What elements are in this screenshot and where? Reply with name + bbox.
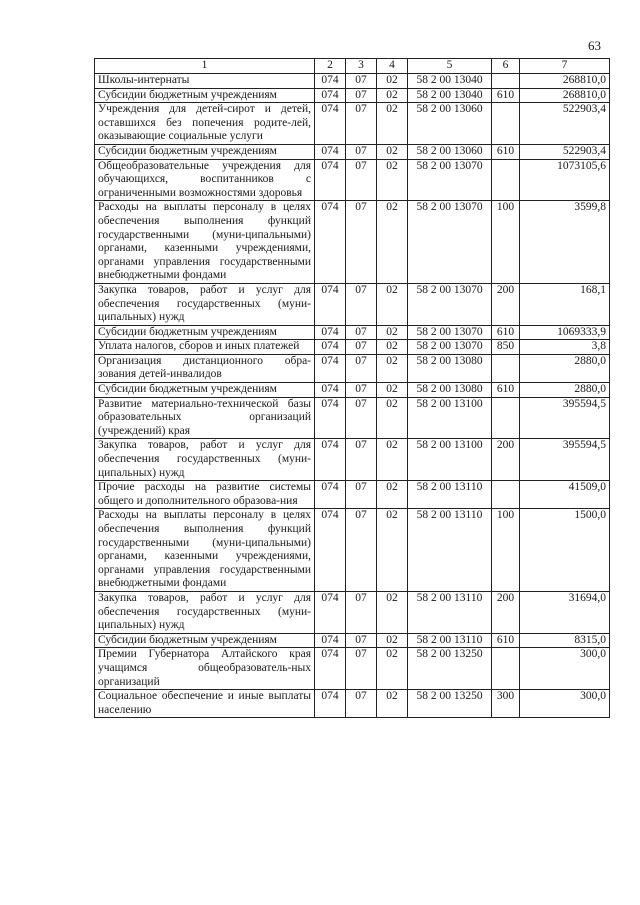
cell-ministry: 074	[315, 354, 346, 382]
cell-target-article: 58 2 00 13070	[408, 283, 492, 325]
cell-sum: 2880,0	[520, 383, 610, 398]
table-row	[95, 325, 610, 340]
cell-ministry: 074	[315, 74, 346, 89]
cell-sum: 1069333,9	[520, 325, 610, 340]
cell-target-article: 58 2 00 13250	[408, 648, 492, 690]
cell-ministry: 074	[315, 88, 346, 103]
cell-target-article: 58 2 00 13110	[408, 633, 492, 648]
header-col-ministry: 2	[315, 59, 346, 74]
cell-subsection: 02	[377, 633, 408, 648]
cell-name: Прочие расходы на развитие системы общего и дополнительного образова-ния	[95, 481, 315, 509]
cell-name: Школы-интернаты	[95, 74, 315, 89]
header-row	[95, 59, 610, 74]
cell-target-article: 58 2 00 13070	[408, 325, 492, 340]
header-col-section: 3	[346, 59, 377, 74]
cell-expense-type: 100	[492, 201, 520, 284]
cell-target-article: 58 2 00 13060	[408, 103, 492, 145]
cell-section: 07	[346, 103, 377, 145]
cell-subsection: 02	[377, 397, 408, 439]
cell-section: 07	[346, 481, 377, 509]
cell-sum: 268810,0	[520, 74, 610, 89]
cell-section: 07	[346, 439, 377, 481]
cell-ministry: 074	[315, 283, 346, 325]
cell-sum: 300,0	[520, 690, 610, 718]
cell-ministry: 074	[315, 201, 346, 284]
cell-name: Премии Губернатора Алтайского края учащимся общеобразователь-ных организаций	[95, 648, 315, 690]
cell-sum: 395594,5	[520, 397, 610, 439]
cell-section: 07	[346, 591, 377, 633]
cell-subsection: 02	[377, 509, 408, 592]
cell-section: 07	[346, 325, 377, 340]
cell-expense-type: 610	[492, 144, 520, 159]
cell-section: 07	[346, 690, 377, 718]
cell-sum: 41509,0	[520, 481, 610, 509]
cell-ministry: 074	[315, 159, 346, 201]
cell-section: 07	[346, 88, 377, 103]
cell-section: 07	[346, 340, 377, 355]
table-row	[95, 481, 610, 509]
cell-subsection: 02	[377, 325, 408, 340]
cell-expense-type	[492, 354, 520, 382]
cell-subsection: 02	[377, 648, 408, 690]
table-row	[95, 439, 610, 481]
cell-ministry: 074	[315, 648, 346, 690]
cell-expense-type	[492, 74, 520, 89]
cell-ministry: 074	[315, 690, 346, 718]
cell-name: Субсидии бюджетным учреждениям	[95, 144, 315, 159]
cell-target-article: 58 2 00 13110	[408, 481, 492, 509]
cell-ministry: 074	[315, 439, 346, 481]
cell-section: 07	[346, 397, 377, 439]
cell-name: Социальное обеспечение и иные выплаты населению	[95, 690, 315, 718]
cell-ministry: 074	[315, 633, 346, 648]
cell-target-article: 58 2 00 13060	[408, 144, 492, 159]
cell-target-article: 58 2 00 13070	[408, 159, 492, 201]
cell-ministry: 074	[315, 325, 346, 340]
cell-name: Субсидии бюджетным учреждениям	[95, 325, 315, 340]
cell-target-article: 58 2 00 13080	[408, 383, 492, 398]
cell-name: Организация дистанционного обра-зования детей-инвалидов	[95, 354, 315, 382]
cell-target-article: 58 2 00 13080	[408, 354, 492, 382]
cell-sum: 395594,5	[520, 439, 610, 481]
cell-target-article: 58 2 00 13070	[408, 340, 492, 355]
cell-target-article: 58 2 00 13040	[408, 74, 492, 89]
table-row	[95, 633, 610, 648]
cell-ministry: 074	[315, 397, 346, 439]
table-row	[95, 648, 610, 690]
cell-section: 07	[346, 383, 377, 398]
cell-subsection: 02	[377, 354, 408, 382]
cell-section: 07	[346, 74, 377, 89]
table-row	[95, 201, 610, 284]
cell-name: Субсидии бюджетным учреждениям	[95, 383, 315, 398]
cell-expense-type: 200	[492, 439, 520, 481]
cell-target-article: 58 2 00 13110	[408, 591, 492, 633]
cell-expense-type: 850	[492, 340, 520, 355]
cell-expense-type	[492, 159, 520, 201]
cell-name: Закупка товаров, работ и услуг для обеспечения государственных (муни-ципальных) нужд	[95, 283, 315, 325]
cell-subsection: 02	[377, 74, 408, 89]
cell-target-article: 58 2 00 13100	[408, 397, 492, 439]
cell-expense-type	[492, 397, 520, 439]
cell-sum: 3,8	[520, 340, 610, 355]
cell-sum: 31694,0	[520, 591, 610, 633]
cell-target-article: 58 2 00 13110	[408, 509, 492, 592]
cell-subsection: 02	[377, 383, 408, 398]
cell-sum: 1500,0	[520, 509, 610, 592]
cell-ministry: 074	[315, 481, 346, 509]
table-row	[95, 283, 610, 325]
table-row	[95, 159, 610, 201]
cell-target-article: 58 2 00 13100	[408, 439, 492, 481]
cell-sum: 300,0	[520, 648, 610, 690]
table-row	[95, 354, 610, 382]
cell-subsection: 02	[377, 439, 408, 481]
cell-expense-type: 200	[492, 283, 520, 325]
page-number: 63	[588, 38, 601, 53]
cell-section: 07	[346, 354, 377, 382]
cell-name: Субсидии бюджетным учреждениям	[95, 88, 315, 103]
cell-subsection: 02	[377, 283, 408, 325]
cell-expense-type: 610	[492, 633, 520, 648]
table-row	[95, 383, 610, 398]
cell-name: Закупка товаров, работ и услуг для обеспечения государственных (муни-ципальных) нужд	[95, 591, 315, 633]
cell-subsection: 02	[377, 201, 408, 284]
cell-subsection: 02	[377, 481, 408, 509]
cell-name: Субсидии бюджетным учреждениям	[95, 633, 315, 648]
cell-name: Закупка товаров, работ и услуг для обеспечения государственных (муни-ципальных) нужд	[95, 439, 315, 481]
cell-sum: 522903,4	[520, 144, 610, 159]
header-col-expense-type: 6	[492, 59, 520, 74]
cell-sum: 168,1	[520, 283, 610, 325]
cell-sum: 522903,4	[520, 103, 610, 145]
cell-expense-type	[492, 103, 520, 145]
cell-expense-type: 610	[492, 88, 520, 103]
cell-ministry: 074	[315, 340, 346, 355]
cell-target-article: 58 2 00 13070	[408, 201, 492, 284]
cell-name: Общеобразовательные учреждения для обучающихся, воспитанников с ограниченными возможностями здоровья	[95, 159, 315, 201]
cell-section: 07	[346, 144, 377, 159]
cell-expense-type: 100	[492, 509, 520, 592]
header-col-sum: 7	[520, 59, 610, 74]
cell-section: 07	[346, 201, 377, 284]
cell-expense-type: 300	[492, 690, 520, 718]
cell-subsection: 02	[377, 88, 408, 103]
cell-subsection: 02	[377, 144, 408, 159]
cell-name: Расходы на выплаты персоналу в целях обеспечения выполнения функций государственными (муни-ципальными) органами, казенными учреждениями, органами управления государственными внебюджетными фондами	[95, 201, 315, 284]
cell-section: 07	[346, 633, 377, 648]
table-row	[95, 397, 610, 439]
table-row	[95, 591, 610, 633]
header-col-name: 1	[95, 59, 315, 74]
cell-sum: 1073105,6	[520, 159, 610, 201]
cell-ministry: 074	[315, 591, 346, 633]
header-col-subsection: 4	[377, 59, 408, 74]
cell-section: 07	[346, 283, 377, 325]
cell-subsection: 02	[377, 340, 408, 355]
cell-section: 07	[346, 509, 377, 592]
cell-name: Учреждения для детей-сирот и детей, оставшихся без попечения родите-лей, оказывающие социальные услуги	[95, 103, 315, 145]
cell-name: Развитие материально-технической базы образовательных организаций (учреждений) края	[95, 397, 315, 439]
cell-expense-type	[492, 648, 520, 690]
table-body	[95, 74, 610, 718]
cell-ministry: 074	[315, 509, 346, 592]
cell-expense-type: 200	[492, 591, 520, 633]
table-row	[95, 509, 610, 592]
cell-expense-type	[492, 481, 520, 509]
table-row	[95, 103, 610, 145]
table-row	[95, 690, 610, 718]
cell-target-article: 58 2 00 13250	[408, 690, 492, 718]
cell-sum: 2880,0	[520, 354, 610, 382]
cell-ministry: 074	[315, 103, 346, 145]
table-row	[95, 144, 610, 159]
header-col-target-article: 5	[408, 59, 492, 74]
cell-sum: 8315,0	[520, 633, 610, 648]
cell-subsection: 02	[377, 159, 408, 201]
cell-subsection: 02	[377, 591, 408, 633]
cell-expense-type: 610	[492, 325, 520, 340]
cell-section: 07	[346, 648, 377, 690]
cell-target-article: 58 2 00 13040	[408, 88, 492, 103]
table-header	[95, 59, 610, 74]
cell-sum: 3599,8	[520, 201, 610, 284]
cell-ministry: 074	[315, 144, 346, 159]
cell-expense-type: 610	[492, 383, 520, 398]
cell-subsection: 02	[377, 103, 408, 145]
table-row	[95, 340, 610, 355]
cell-sum: 268810,0	[520, 88, 610, 103]
budget-table	[94, 58, 610, 718]
cell-name: Уплата налогов, сборов и иных платежей	[95, 340, 315, 355]
table-row	[95, 88, 610, 103]
cell-name: Расходы на выплаты персоналу в целях обеспечения выполнения функций государственными (муни-ципальными) органами, казенными учреждениями, органами управления государственными внебюджетными фондами	[95, 509, 315, 592]
cell-subsection: 02	[377, 690, 408, 718]
cell-ministry: 074	[315, 383, 346, 398]
table-row	[95, 74, 610, 89]
cell-section: 07	[346, 159, 377, 201]
